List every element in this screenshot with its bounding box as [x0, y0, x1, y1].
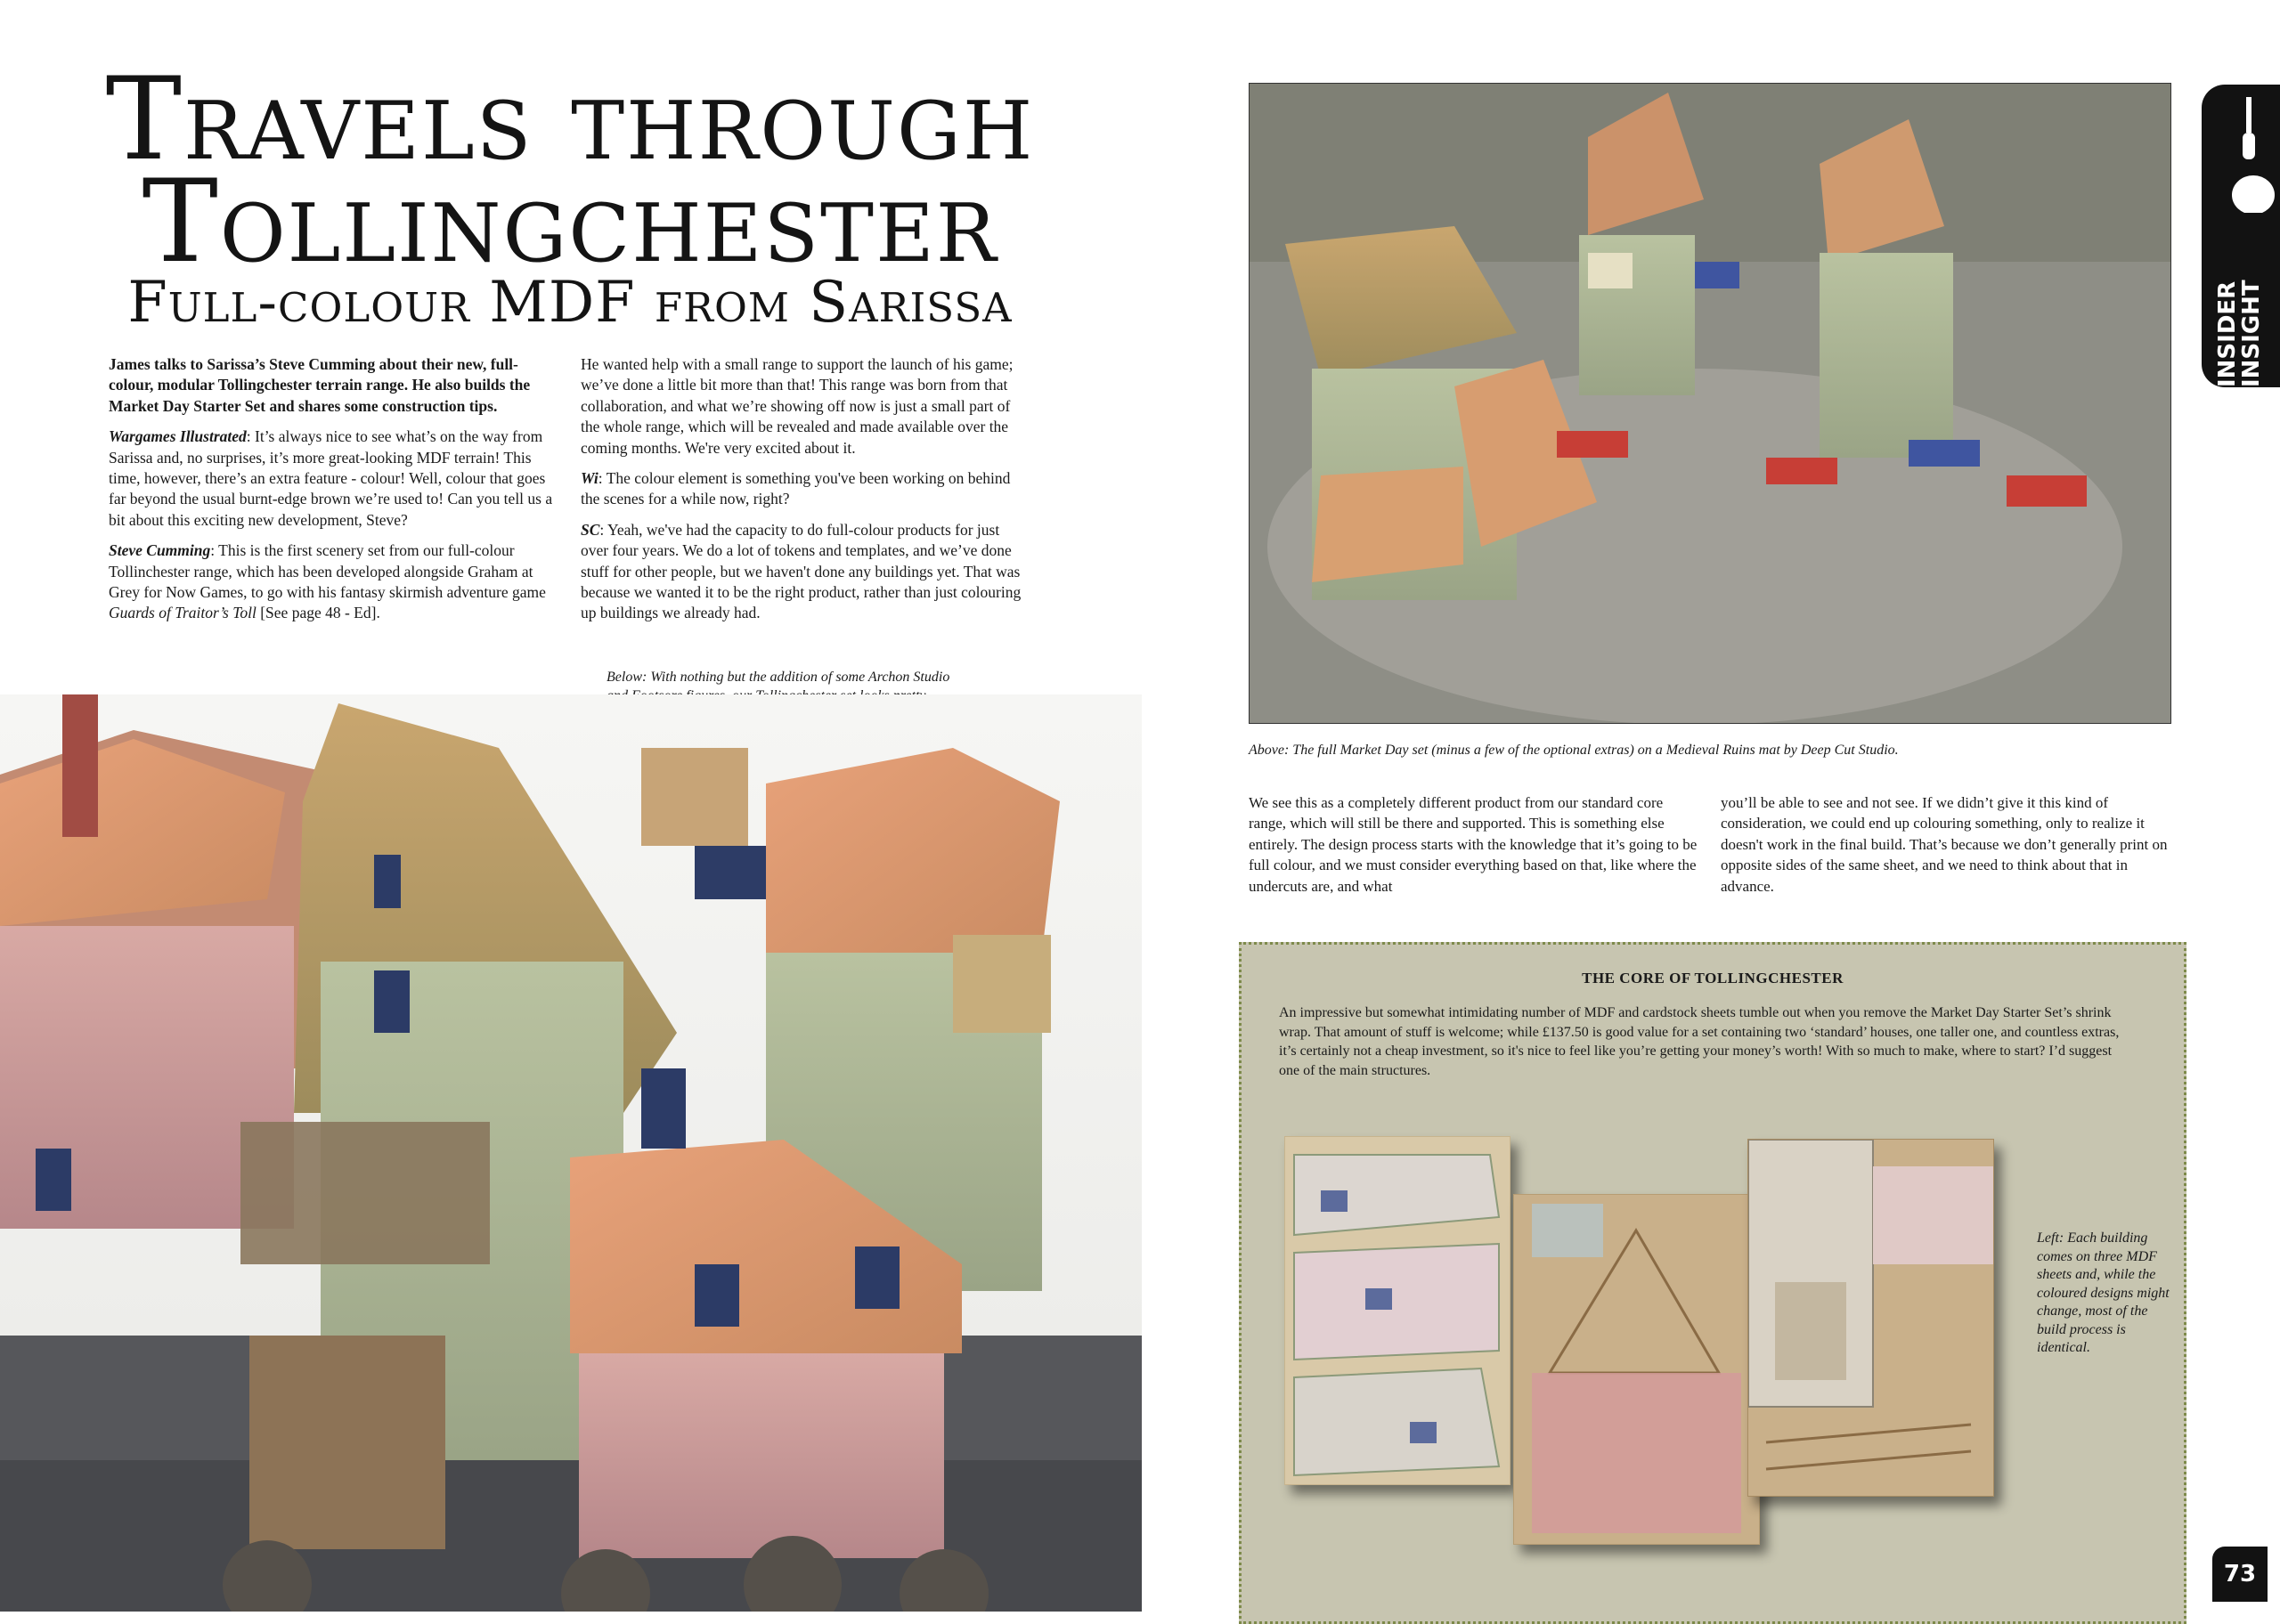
mdf-sheet-1: [1284, 1136, 1510, 1485]
paragraph-wi-question: [581, 468, 1029, 510]
paragraph-text: : Yeah, we've had the capacity to do full-colour products for just over four years. We do a lot of tokens and templates, and we’ve done stuff for other people, but we haven't done any buildings yet. That was because we wanted it to be the right product, rather than just colouring up buildings we already had.: [581, 520, 1022, 622]
paragraph-sc-answer: [109, 540, 558, 624]
subtitle: Full-colour MDF from Sarissa: [127, 270, 1013, 336]
title-line-1: Travels through: [105, 53, 1035, 186]
town-photo: [0, 694, 1142, 1612]
title-line-2: Tollingchester: [142, 156, 998, 288]
paragraph-sc-answer: [581, 520, 1029, 624]
box-title: THE CORE OF TOLLINGCHESTER: [1582, 970, 1844, 987]
box-caption: Left: Each building comes on three MDF sheets and, while the coloured designs might change, most of the build process is identical.: [2037, 1230, 2170, 1355]
paragraph-text: [See page 48 - Ed].: [256, 604, 380, 622]
town-illustration: [0, 694, 1142, 1612]
paragraph-wi-question: [109, 426, 558, 531]
caption-below: Below: With nothing but the addition of some Archon Studio: [607, 670, 950, 685]
mdf-sheet-2: [1513, 1194, 1760, 1545]
speaker-label: Wargames Illustrated: [109, 427, 247, 446]
market-day-photo: [1249, 83, 2171, 724]
game-title: Guards of Traitor’s Toll: [109, 604, 256, 622]
article-column-2: [581, 354, 1029, 634]
article-column-4: you’ll be able to see and not see. If we didn’t give it this kind of consideration, we could end up colouring something, only to realize it doesn't work in the final build. That’s because we don’t generally print on opposite sides of the same sheet, and we need to think about that in advance.: [1721, 794, 2168, 895]
sheet-pattern: [1748, 1140, 1993, 1496]
intro-text: James talks to Sarissa’s Steve Cumming about their new, full-colour, modular Tollingchester terrain range. He also builds the Market Day Starter Set and shares some construction tips.: [109, 355, 531, 415]
article-column-3: We see this as a completely different product from our standard core range, which will still be there and supported. This is something else entirely. The design process starts with the knowledge that it’s going to be full colour, and we must consider everything based on that, like where the undercuts are, and what: [1249, 794, 1698, 895]
speaker-label: Steve Cumming: [109, 541, 211, 560]
speaker-label: SC: [581, 520, 600, 539]
paragraph-text: : It’s always nice to see what’s on the way from Sarissa and, no surprises, it’s more great-looking MDF terrain! This time, however, there’s an extra feature - colour! Well, colour that goes far beyond the usual burnt-edge brown we’re used to! Can you tell us a bit about this exciting new development, Steve?: [109, 427, 553, 529]
tab-label: [2216, 254, 2264, 387]
market-set-illustration: [1250, 84, 2170, 723]
article-column-1: [109, 354, 558, 634]
sheet-pattern: [1285, 1137, 1510, 1484]
speaker-label: Wi: [581, 469, 598, 488]
tab-label-line-1: INSIDER: [2214, 280, 2241, 387]
caption-above: Above: The full Market Day set (minus a few of the optional extras) on a Medieval Ruins mat by Deep Cut Studio.: [1249, 743, 1899, 758]
paragraph-text: He wanted help with a small range to support the launch of his game; we’ve done a little bit more than that! This range was born from that collaboration, and what we’re showing off now is just a small part of the whole range, which will be revealed and made available over the coming months. We're very excited about it.: [581, 355, 1014, 457]
box-body: An impressive but somewhat intimidating number of MDF and cardstock sheets tumble out when you remove the Market Day Starter Set’s shrink wrap. That amount of stuff is welcome; while £137.50 is good value for a set containing two ‘standard’ houses, one taller one, and countless extras, it’s certainly not a cheap investment, so it's nice to feel like you’re getting your money’s worth! With so much to make, where to start? I’d suggest one of the main structures.: [1279, 1005, 2120, 1078]
sheet-pattern: [1514, 1195, 1759, 1544]
paragraph-text: : This is the first scenery set from our full-colour Tollinchester range, which has been developed alongside Graham at Grey for Now Games, to go with his fantasy skirmish adventure game: [109, 541, 546, 602]
insider-insight-tab: [2202, 85, 2280, 387]
paragraph-text: : The colour element is something you've been working on behind the scenes for a while now, right?: [581, 469, 1011, 508]
mdf-sheet-3: [1747, 1139, 1994, 1497]
microphone-icon: [2230, 97, 2276, 213]
tab-label-line-2: INSIGHT: [2238, 280, 2265, 387]
sidebar-box: [1239, 942, 2186, 1624]
page-number: 73: [2212, 1547, 2268, 1602]
